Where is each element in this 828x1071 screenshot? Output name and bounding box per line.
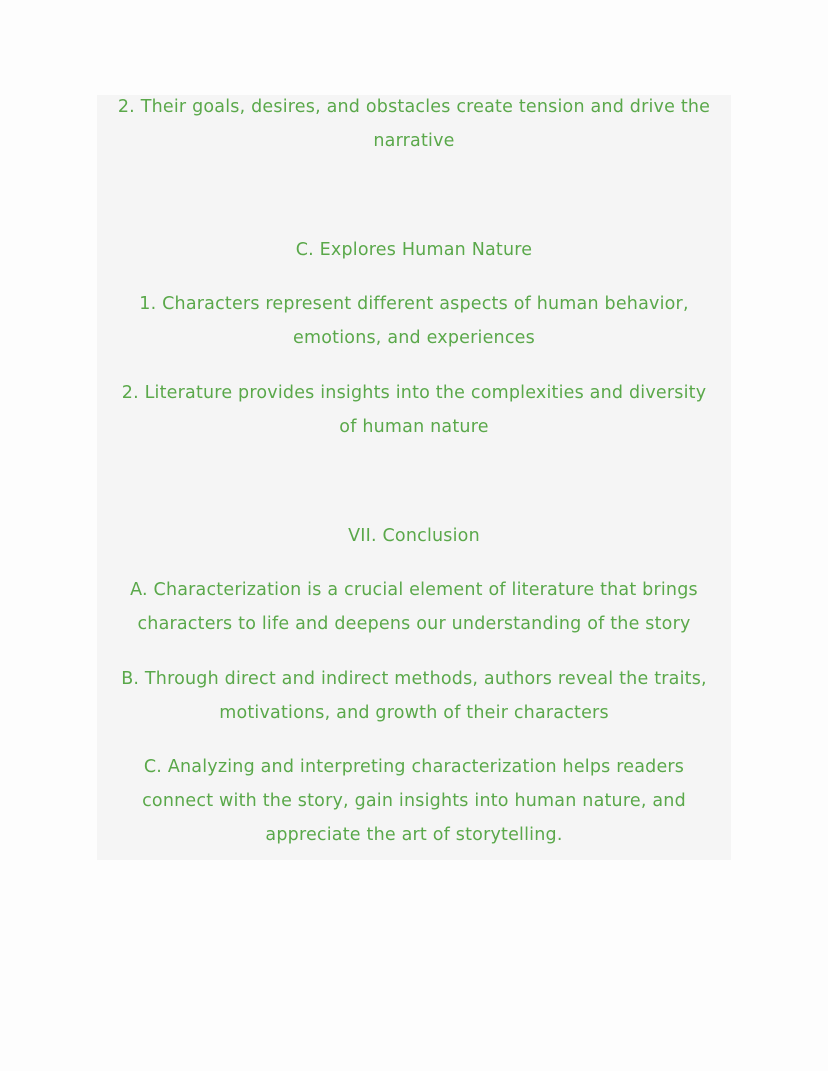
conclusion-point-c-line-3: appreciate the art of storytelling. [265, 825, 563, 845]
conclusion-point-c-line-2: connect with the story, gain insights into human nature, and [142, 791, 686, 811]
goals-item-line-2: narrative [373, 131, 455, 151]
conclusion-point-a-line-2: characters to life and deepens our understanding of the story [137, 614, 691, 634]
conclusion-heading: VII. Conclusion [348, 526, 480, 546]
human-nature-item-1-line-2: emotions, and experiences [293, 328, 535, 348]
conclusion-point-b-line-2: motivations, and growth of their characters [219, 703, 609, 723]
human-nature-item-2-line-2: of human nature [339, 417, 489, 437]
human-nature-item-1-line-1: 1. Characters represent different aspects of human behavior, [139, 294, 689, 314]
content-panel [97, 95, 731, 860]
section-heading-human-nature: C. Explores Human Nature [295, 240, 533, 260]
goals-item-line-1: 2. Their goals, desires, and obstacles create tension and drive the [117, 97, 711, 117]
conclusion-point-a-line-1: A. Characterization is a crucial element of literature that brings [130, 580, 698, 600]
human-nature-item-2-line-1: 2. Literature provides insights into the complexities and diversity [121, 383, 707, 403]
conclusion-point-c-line-1: C. Analyzing and interpreting characterization helps readers [143, 757, 685, 777]
conclusion-point-b-line-1: B. Through direct and indirect methods, authors reveal the traits, [121, 669, 707, 689]
